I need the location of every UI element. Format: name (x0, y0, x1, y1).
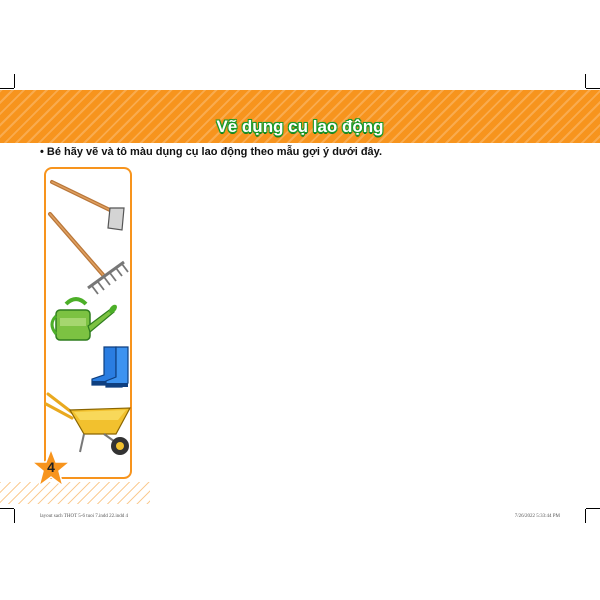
crop-mark (586, 508, 600, 509)
crop-mark (585, 509, 586, 523)
instruction-text: • Bé hãy vẽ và tô màu dụng cụ lao động theo mẫu gợi ý dưới đây. (40, 146, 383, 158)
crop-mark (0, 508, 14, 509)
crop-mark (14, 74, 15, 88)
rain-boots-icon (88, 345, 132, 391)
crop-mark (0, 88, 14, 89)
rake-icon (46, 210, 132, 296)
page-title: Vẽ dụng cụ lao động (216, 117, 384, 136)
footer-stripes (0, 482, 150, 504)
print-slug-right: 7/26/2022 5:33:44 PM (514, 514, 560, 519)
crop-mark (586, 88, 600, 89)
crop-mark (585, 74, 586, 88)
page-number: 4 (47, 459, 55, 475)
crop-mark (14, 509, 15, 523)
print-slug-left: layout sach THOT 5-6 tuoi 7.indd 22.indd 4 (40, 514, 129, 519)
watering-can-icon (48, 296, 118, 346)
